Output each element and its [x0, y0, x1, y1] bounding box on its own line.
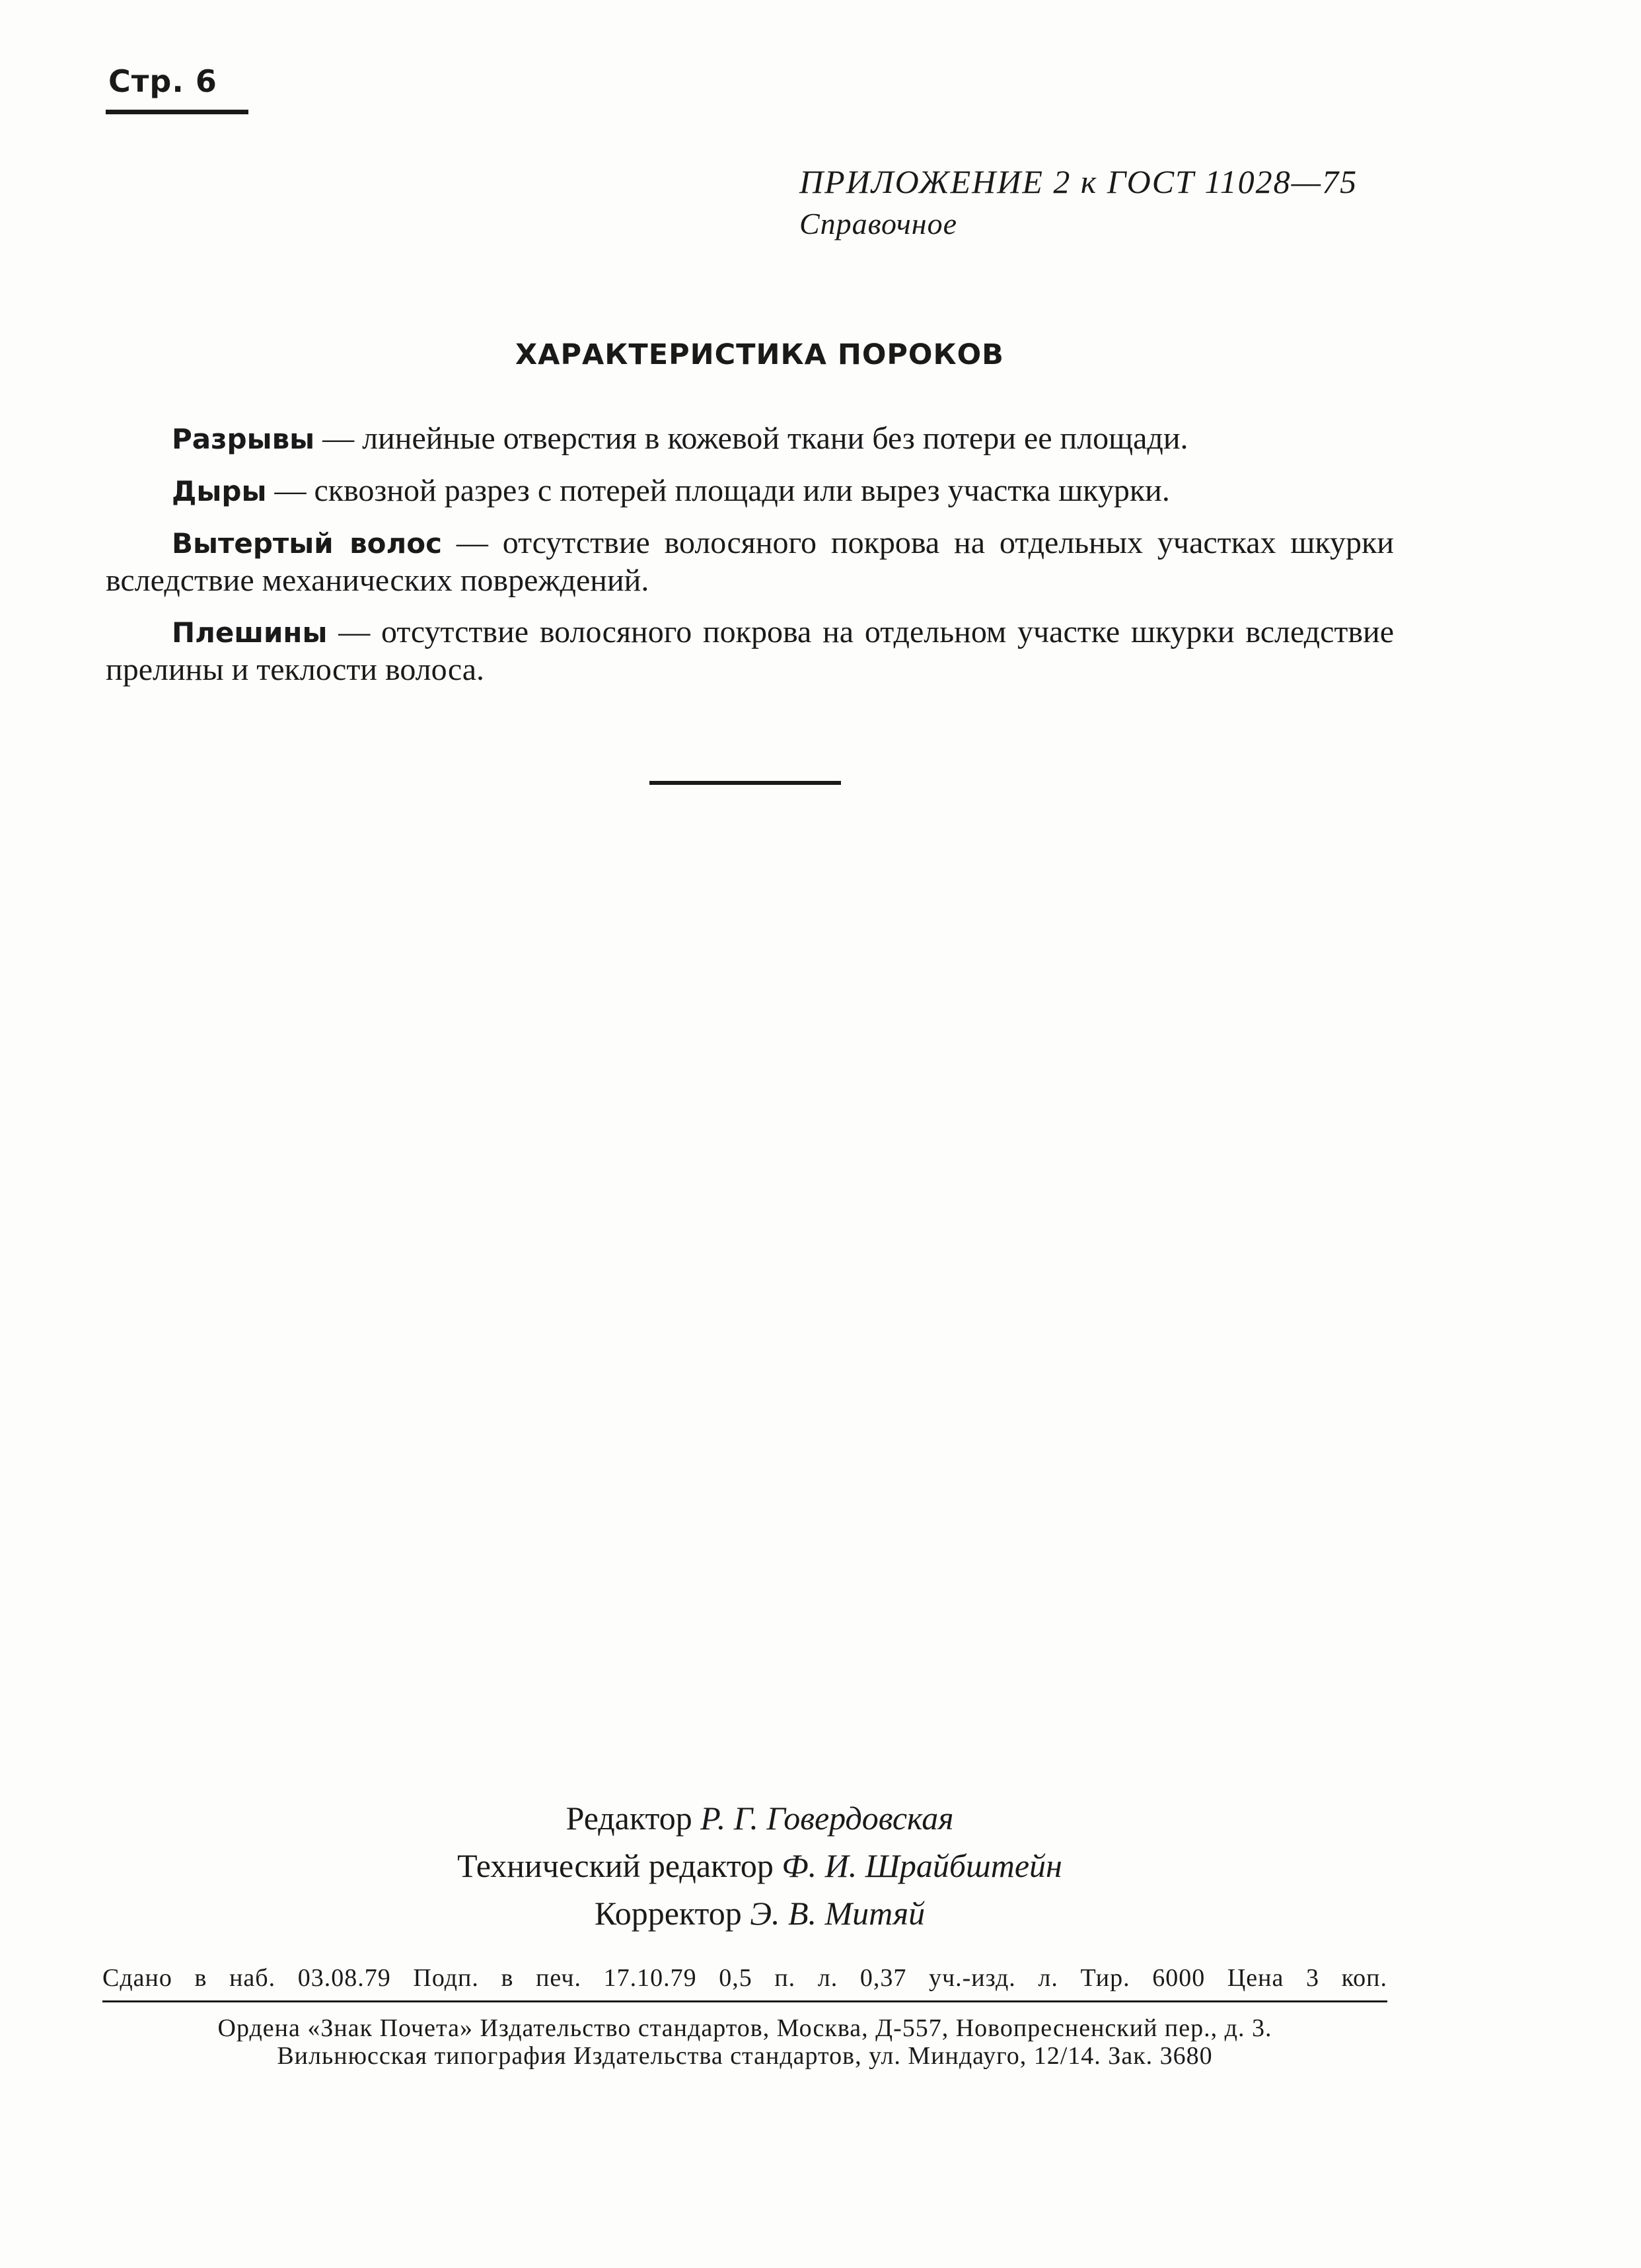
definition-text: — отсутствие волосяного покрова на отдельных участках шкурки вследствие механических повреждений. — [106, 525, 1394, 598]
imprint-divider — [102, 2000, 1387, 2002]
editorial-credits — [0, 1794, 1519, 1937]
editor-credit — [0, 1794, 1519, 1842]
printer-line: Вильнюсская типография Издательства стандартов, ул. Миндауго, 12/14. Зак. 3680 — [277, 2042, 1213, 2070]
definition-text: — отсутствие волосяного покрова на отдельном участке шкурки вследствие прелины и теклости волоса. — [106, 614, 1394, 687]
tech-editor-credit — [0, 1842, 1519, 1889]
page-number-underline — [106, 110, 248, 114]
definition-paragraph — [106, 420, 1394, 458]
proofreader-role: Корректор — [594, 1895, 742, 1932]
definition-text: — сквозной разрез с потерей площади или вырез участка шкурки. — [266, 473, 1170, 508]
tech-editor-name: Ф. И. Шрайбштейн — [782, 1847, 1062, 1884]
definition-paragraph — [106, 614, 1394, 688]
proofreader-credit — [0, 1889, 1519, 1937]
print-imprint — [102, 1963, 1387, 2070]
proofreader-name: Э. В. Митяй — [750, 1895, 926, 1932]
page-number: Стр. 6 — [108, 63, 217, 99]
definition-paragraph — [106, 525, 1394, 599]
section-title: ХАРАКТЕРИСТИКА ПОРОКОВ — [515, 338, 1004, 371]
definition-text: — линейные отверстия в кожевой ткани без потери ее площади. — [314, 421, 1188, 456]
editor-role: Редактор — [565, 1800, 692, 1837]
definition-paragraph — [106, 472, 1394, 510]
editor-name: Р. Г. Говердовская — [700, 1800, 954, 1837]
imprint-details: Сдано в наб. 03.08.79 Подп. в печ. 17.10.79 0,5 п. л. 0,37 уч.-изд. л. Тир. 6000 Цена 3 коп. — [102, 1964, 1387, 1992]
section-end-rule — [649, 781, 841, 785]
definition-term: Разрывы — [172, 423, 315, 455]
tech-editor-role: Технический редактор — [457, 1847, 774, 1884]
appendix-title: ПРИЛОЖЕНИЕ 2 к ГОСТ 11028—75 — [799, 163, 1358, 200]
definition-term: Вытертый волос — [172, 527, 443, 560]
definition-term: Плешины — [172, 616, 328, 649]
definition-term: Дыры — [172, 475, 267, 507]
defects-definitions — [106, 420, 1394, 703]
publisher-line: Ордена «Знак Почета» Издательство стандартов, Москва, Д-557, Новопресненский пер., д. 3. — [217, 2014, 1272, 2042]
appendix-subtitle: Справочное — [799, 207, 958, 240]
